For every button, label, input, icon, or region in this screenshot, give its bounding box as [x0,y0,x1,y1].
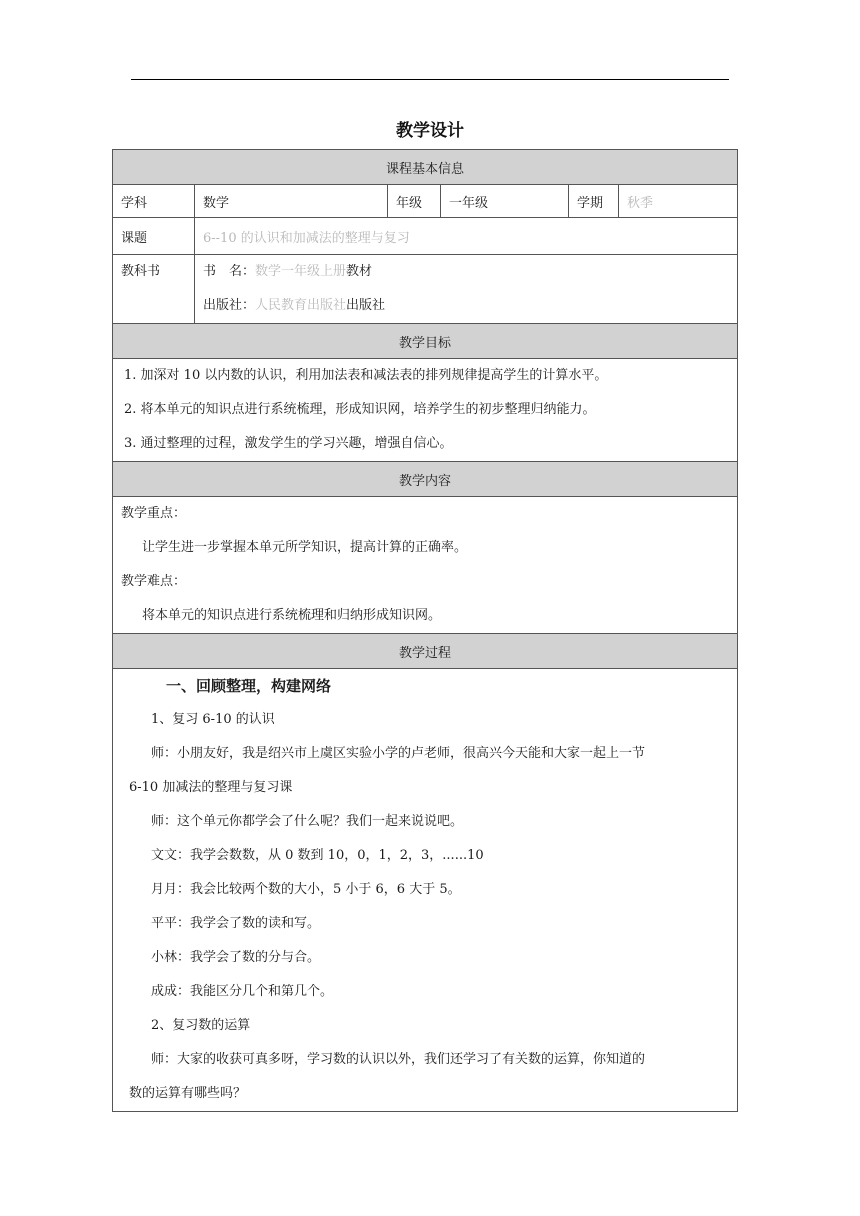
process-header: 教学过程 [113,634,738,669]
grade-label: 年级 [388,185,441,218]
goal-item: 3. 通过整理的过程，激发学生的学习兴趣，增强自信心。 [124,436,453,451]
content-body [113,497,738,634]
subject-value: 数学 [195,185,388,218]
grade-value: 一年级 [441,185,569,218]
textbook-info [195,255,738,324]
topic-value: 6--10 的认识和加减法的整理与复习 [195,218,738,255]
process-body [113,669,738,1112]
key-point-label: 教学重点： [121,506,187,521]
textbook-label: 教科书 [113,255,195,324]
paragraph: 小林：我学会了数的分与合。 [151,950,321,965]
lesson-table [112,149,738,1112]
subject-label: 学科 [113,185,195,218]
publisher-line: 出版社：人民教育出版社出版社 [203,298,386,313]
document-title: 教学设计 [396,121,464,141]
key-point-text: 让学生进一步掌握本单元所学知识，提高计算的正确率。 [142,540,468,555]
paragraph-continuation: 数的运算有哪些吗？ [129,1086,247,1101]
paragraph: 文文：我学会数数，从 0 数到 10，0，1，2，3，......10 [151,848,484,863]
paragraph-continuation: 6-10 加减法的整理与复习课 [129,780,293,795]
paragraph: 师：大家的收获可真多呀，学习数的认识以外，我们还学习了有关数的运算，你知道的 [151,1052,646,1067]
top-rule [131,79,729,80]
book-name-line: 书 名：数学一年级上册教材 [203,264,373,279]
paragraph: 师：小朋友好，我是绍兴市上虞区实验小学的卢老师，很高兴今天能和大家一起上一节 [151,746,646,761]
topic-label: 课题 [113,218,195,255]
difficulty-label: 教学难点： [121,574,187,589]
term-value: 秋季 [619,185,738,218]
paragraph: 月月：我会比较两个数的大小，5 小于 6，6 大于 5。 [151,882,461,897]
section-heading: 一、回顾整理，构建网络 [166,677,332,695]
paragraph: 成成：我能区分几个和第几个。 [151,984,334,999]
difficulty-text: 将本单元的知识点进行系统梳理和归纳形成知识网。 [142,608,442,623]
goal-item: 1. 加深对 10 以内数的认识，利用加法表和减法表的排列规律提高学生的计算水平。 [124,368,608,383]
goal-item: 2. 将本单元的知识点进行系统梳理，形成知识网，培养学生的初步整理归纳能力。 [124,402,596,417]
goals-header: 教学目标 [113,324,738,359]
subheading: 1、复习 6-10 的认识 [151,712,275,727]
basic-info-header: 课程基本信息 [113,150,738,185]
paragraph: 平平：我学会了数的读和写。 [151,916,321,931]
subheading: 2、复习数的运算 [151,1018,251,1033]
publisher-value: 人民教育出版社 [255,298,347,313]
content-header: 教学内容 [113,462,738,497]
goals-list [113,359,738,462]
term-label: 学期 [569,185,619,218]
book-name-value: 数学一年级上册 [255,264,347,279]
paragraph: 师：这个单元你都学会了什么呢？我们一起来说说吧。 [151,814,464,829]
